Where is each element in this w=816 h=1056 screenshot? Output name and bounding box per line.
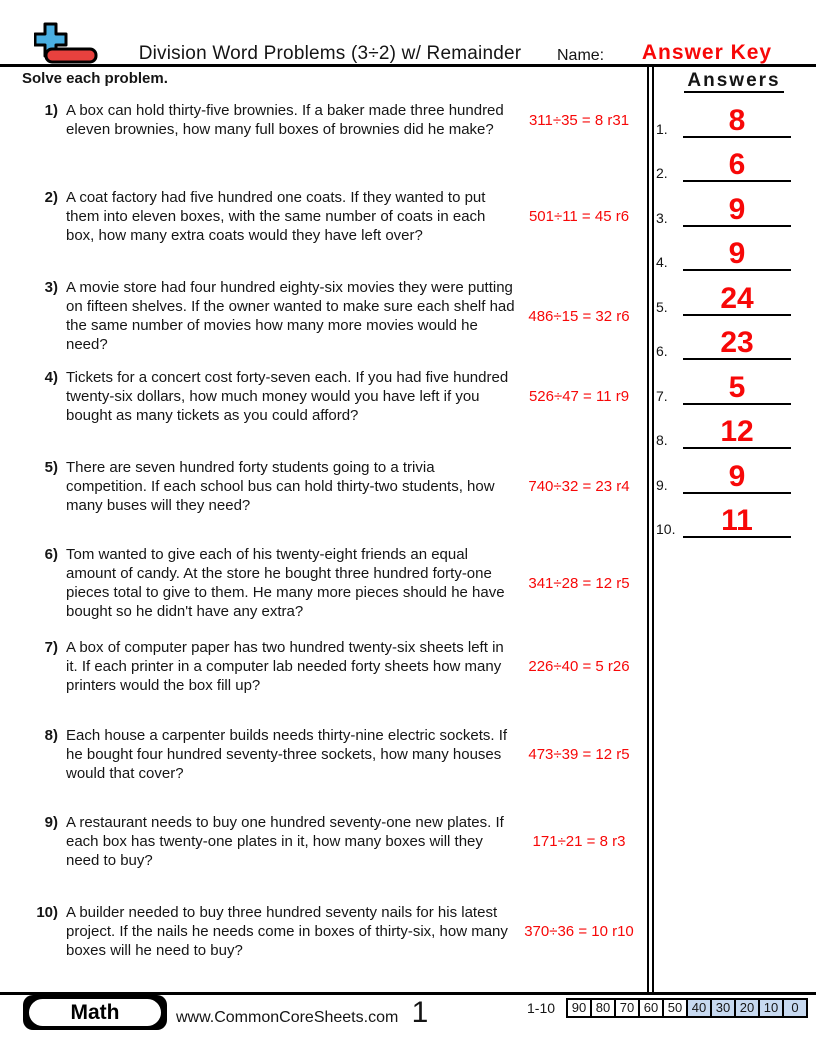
score-cell: 10 xyxy=(758,998,784,1018)
score-cell: 0 xyxy=(782,998,808,1018)
problem-number: 8) xyxy=(44,727,58,744)
answer-number: 1. xyxy=(656,121,668,137)
answer-blank xyxy=(683,106,791,138)
answer-number: 9. xyxy=(656,477,668,493)
answer-item-5 xyxy=(656,282,791,316)
answer-value: 24 xyxy=(720,282,754,315)
instructions-text: Solve each problem. xyxy=(22,70,168,87)
problem-equation: 341÷28 = 12 r5 xyxy=(528,574,630,592)
score-cell: 20 xyxy=(734,998,760,1018)
answer-blank xyxy=(683,239,791,271)
score-cell: 30 xyxy=(710,998,736,1018)
answer-item-7 xyxy=(656,371,791,405)
problem-text: A box can hold thirty-five brownies. If a baker made three hundred eleven brownies, how many full boxes of brownies did he make? xyxy=(66,102,504,138)
problem-equation: 311÷35 = 8 r31 xyxy=(528,111,630,129)
answer-value: 11 xyxy=(721,504,753,537)
page-number: 1 xyxy=(411,996,429,1029)
answer-item-3 xyxy=(656,193,791,227)
answer-blank xyxy=(683,328,791,360)
answer-number: 3. xyxy=(656,210,668,226)
problem-row-4 xyxy=(22,368,642,425)
problem-row-9 xyxy=(22,813,642,870)
answer-number: 10. xyxy=(656,521,676,537)
problem-number: 4) xyxy=(44,369,58,386)
subject-badge xyxy=(23,995,167,1030)
problem-equation: 473÷39 = 12 r5 xyxy=(528,746,630,763)
problem-row-8 xyxy=(22,726,642,783)
problem-number: 7) xyxy=(44,639,58,656)
problem-text: There are seven hundred forty students going to a trivia competition. If each school bus can hold thirty-two students, how many buses will they need? xyxy=(66,459,495,514)
name-label: Name: xyxy=(557,47,605,64)
answer-value: 9 xyxy=(728,460,746,493)
subject-badge-label: Math xyxy=(29,999,161,1026)
answer-item-2 xyxy=(656,148,791,182)
problem-text: A restaurant needs to buy one hundred seventy-one new plates. If each box has twenty-one plates in it, how many boxes will they need to buy? xyxy=(66,814,504,869)
answer-blank xyxy=(683,462,791,494)
problem-text: A movie store had four hundred eighty-six movies they were putting on fifteen shelves. If the owner wanted to make sure each shelf had the same number of movies how many more movies would he need? xyxy=(66,279,515,353)
answer-item-1 xyxy=(656,104,791,138)
problem-number: 3) xyxy=(44,279,58,296)
problem-text: A box of computer paper has two hundred twenty-six sheets left in it. If each printer in a computer lab needed forty sheets how many printers would the box fill up? xyxy=(66,639,504,694)
answer-value: 6 xyxy=(728,148,746,181)
problem-equation: 486÷15 = 32 r6 xyxy=(528,307,630,325)
problem-number: 9) xyxy=(44,814,58,831)
score-cell: 50 xyxy=(662,998,688,1018)
answer-value: 9 xyxy=(728,237,746,270)
problem-equation: 526÷47 = 11 r9 xyxy=(528,388,630,405)
answer-blank xyxy=(683,150,791,182)
page-title: Division Word Problems (3÷2) w/ Remainder xyxy=(138,43,522,64)
answer-blank xyxy=(683,506,791,538)
score-cell: 80 xyxy=(590,998,616,1018)
answer-value: 8 xyxy=(728,104,746,137)
score-table xyxy=(566,998,808,1018)
answer-number: 6. xyxy=(656,343,668,359)
problem-row-3 xyxy=(22,278,642,354)
problem-text: A coat factory had five hundred one coats. If they wanted to put them into eleven boxes, with the same number of coats in each box, how many extra coats would they have left over? xyxy=(66,189,486,244)
answer-value: 23 xyxy=(720,326,754,359)
score-range-label: 1-10 xyxy=(527,1000,556,1016)
website-url: www.CommonCoreSheets.com xyxy=(176,1009,399,1026)
score-cell: 60 xyxy=(638,998,664,1018)
header-rule xyxy=(0,64,816,67)
score-cell: 70 xyxy=(614,998,640,1018)
answer-blank xyxy=(683,195,791,227)
problem-equation: 226÷40 = 5 r26 xyxy=(528,658,630,675)
score-cell: 90 xyxy=(566,998,592,1018)
problem-text: Tom wanted to give each of his twenty-eight friends an equal amount of candy. At the store he bought three hundred forty-one pieces total to give to them. He many more pieces should he have bought so he didn't have any extra? xyxy=(66,546,505,620)
answers-panel-title: Answers xyxy=(652,70,816,92)
problem-equation: 171÷21 = 8 r3 xyxy=(532,833,626,850)
problem-row-1 xyxy=(22,101,642,139)
problem-row-6 xyxy=(22,545,642,621)
answer-number: 4. xyxy=(656,254,668,270)
problem-number: 2) xyxy=(44,189,58,206)
problem-number: 10) xyxy=(36,904,58,921)
problem-row-10 xyxy=(22,903,642,960)
answer-blank xyxy=(683,284,791,316)
answer-number: 7. xyxy=(656,388,668,404)
answer-number: 2. xyxy=(656,165,668,181)
problem-number: 5) xyxy=(44,459,58,476)
answer-value: 5 xyxy=(728,371,746,404)
answer-item-4 xyxy=(656,237,791,271)
plus-minus-logo-icon xyxy=(34,22,100,66)
problem-equation: 370÷36 = 10 r10 xyxy=(524,923,634,940)
problem-equation: 501÷11 = 45 r6 xyxy=(528,208,630,225)
problem-row-7 xyxy=(22,638,642,695)
answer-item-9 xyxy=(656,460,791,494)
answer-item-8 xyxy=(656,415,791,449)
answer-number: 5. xyxy=(656,299,668,315)
answer-value: 12 xyxy=(720,415,754,448)
problem-text: A builder needed to buy three hundred seventy nails for his latest project. If the nails he needs come in boxes of thirty-six, how many boxes will he need to buy? xyxy=(66,904,508,959)
problem-number: 1) xyxy=(44,102,58,119)
problem-number: 6) xyxy=(44,546,58,563)
answer-blank xyxy=(683,417,791,449)
answer-value: 9 xyxy=(728,193,746,226)
answer-key-text: Answer Key xyxy=(641,41,773,64)
answer-number: 8. xyxy=(656,432,668,448)
answer-item-6 xyxy=(656,326,791,360)
problem-row-2 xyxy=(22,188,642,245)
column-divider xyxy=(647,67,654,992)
answer-blank xyxy=(683,373,791,405)
problem-equation: 740÷32 = 23 r4 xyxy=(528,478,630,495)
problem-text: Each house a carpenter builds needs thirty-nine electric sockets. If he bought four hundred seventy-three sockets, how many houses would that cover? xyxy=(66,727,508,782)
answer-item-10 xyxy=(656,504,791,538)
problem-text: Tickets for a concert cost forty-seven each. If you had five hundred twenty-six dollars, how much money would you have left if you bought as many tickets as you could afford? xyxy=(66,369,509,424)
score-cell: 40 xyxy=(686,998,712,1018)
problem-row-5 xyxy=(22,458,642,515)
